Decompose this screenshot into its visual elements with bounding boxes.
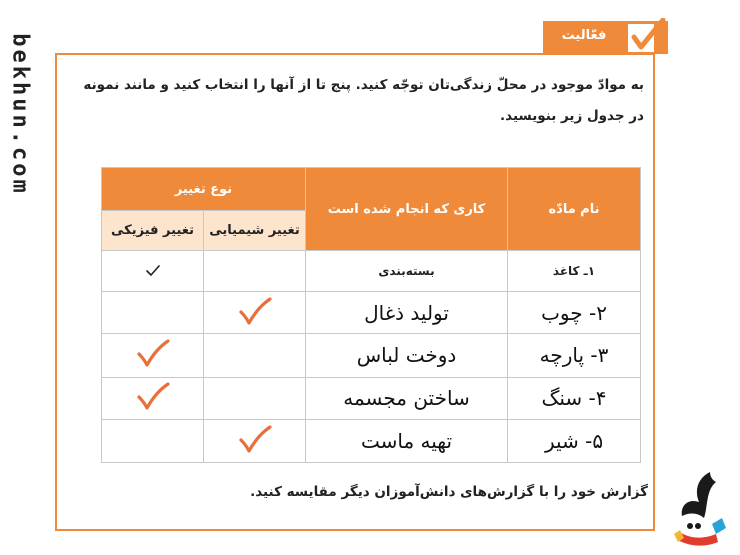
activity-tab: [543, 21, 668, 54]
checkmark-icon: [626, 18, 666, 56]
footer-text: گزارش خود را با گزارش‌های دانش‌آموزان دیگر مقایسه کنید.: [250, 484, 648, 500]
header-physical: تغییر فیزیکی: [102, 211, 204, 251]
checkmark-icon: [238, 296, 272, 326]
materials-table: [101, 167, 641, 463]
cell-material: ۳- پارچه: [508, 334, 641, 377]
cell-material: ۴- سنگ: [508, 377, 641, 419]
cell-physical: [102, 251, 204, 292]
cell-chemical: [204, 419, 306, 462]
cell-action: ساختن مجسمه: [306, 377, 508, 419]
header-material: نام مادّه: [508, 168, 641, 251]
cell-action: دوخت لباس: [306, 334, 508, 377]
checkmark-icon: [146, 265, 160, 277]
cell-action: بسته‌بندی: [306, 251, 508, 292]
header-action: کاری که انجام شده است: [306, 168, 508, 251]
side-brand-text: bekhun.com: [7, 32, 33, 196]
cell-material: ۲- چوب: [508, 292, 641, 334]
cell-material: ۱ـ کاغذ: [508, 251, 641, 292]
checkmark-icon: [136, 338, 170, 368]
table-row: [102, 419, 641, 462]
activity-title: فعّالیت: [561, 28, 607, 43]
cell-chemical: [204, 292, 306, 334]
bekhun-logo-icon: [668, 468, 734, 550]
header-change-type: نوع تغییر: [102, 168, 306, 211]
cell-physical: [102, 334, 204, 377]
table-row: [102, 377, 641, 419]
cell-action: تولید ذغال: [306, 292, 508, 334]
checkmark-icon: [238, 424, 272, 454]
cell-physical: [102, 377, 204, 419]
cell-physical: [102, 419, 204, 462]
table-row: [102, 334, 641, 377]
cell-chemical: [204, 334, 306, 377]
instruction-text: به موادّ موجود در محلّ زندگی‌تان توجّه کنید. پنج تا از آنها را انتخاب کنید و مانند نمونه در جدول زیر بنویسید.: [83, 77, 644, 124]
cell-chemical: [204, 377, 306, 419]
table-row: [102, 292, 641, 334]
cell-chemical: [204, 251, 306, 292]
cell-material: ۵- شیر: [508, 419, 641, 462]
checkmark-icon: [136, 381, 170, 411]
header-chemical: تغییر شیمیایی: [204, 211, 306, 251]
table-row: [102, 251, 641, 292]
cell-physical: [102, 292, 204, 334]
cell-action: تهیه ماست: [306, 419, 508, 462]
